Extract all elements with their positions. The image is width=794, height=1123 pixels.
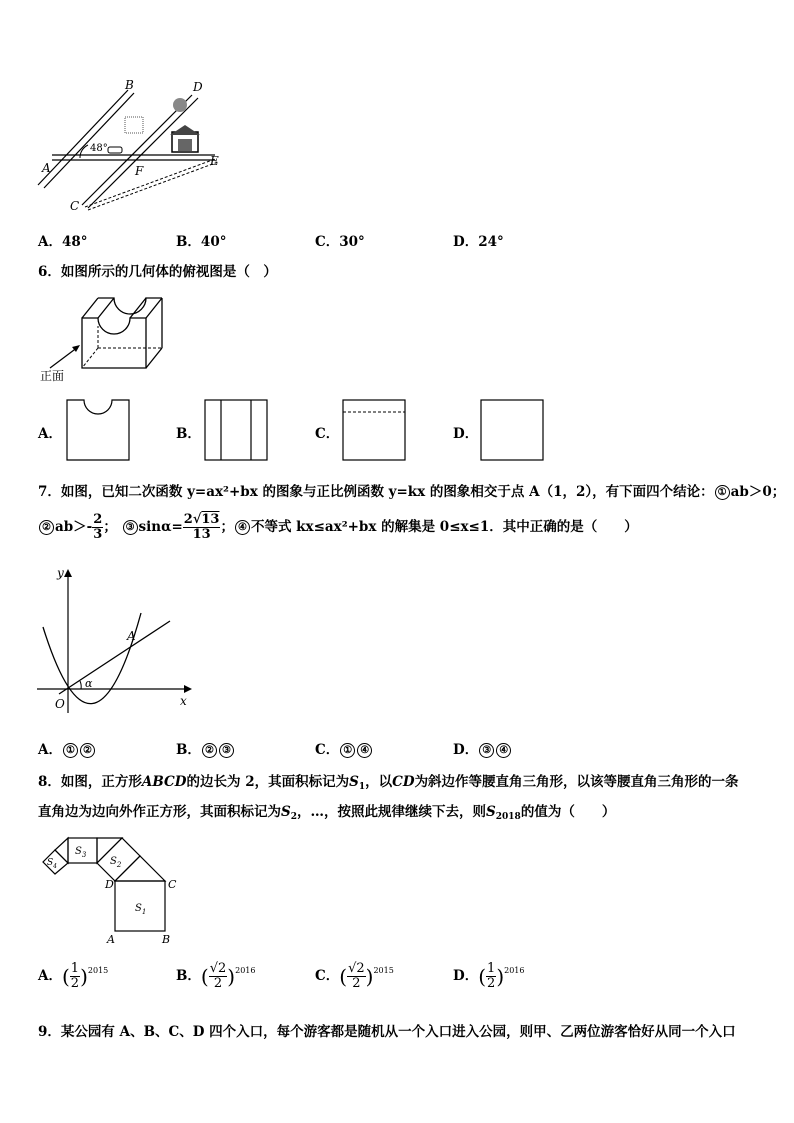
q5-angle-label: 48° <box>90 143 108 154</box>
q7-point-A-label: A <box>127 629 136 643</box>
q8-label-D: D <box>105 878 114 891</box>
q6-option-a-figure <box>65 398 131 462</box>
q8-option-b: B．( $\frac{√2}{2}$ )$^{2016}$ <box>176 961 256 991</box>
q8-option-c: C．( $\frac{√2}{2}$ )$^{2015}$ <box>315 961 394 991</box>
q5-option-c: C．30° <box>315 234 365 250</box>
q8-option-a: A．( $\frac{1}{2}$ )$^{2015}$ <box>38 961 109 991</box>
q7-option-b: B． ② ③ <box>176 738 235 758</box>
q5-label-C: C <box>70 199 80 213</box>
q8-S4-label: $S_4$ <box>47 858 57 870</box>
q8-line2: 直角边为边向外作正方形，其面积标记为$S_2$，…，按照此规律继续下去，则$S_{2018}$的值为（ ） <box>38 804 616 822</box>
q5-option-d: D．24° <box>453 234 504 250</box>
q7-line1: 7．如图，已知二次函数 y=ax²+bx 的图象与正比例函数 y=kx 的图象相交于点 A（1，2），有下面四个结论： ① ab＞0； <box>38 484 786 500</box>
q8-figure <box>35 828 195 948</box>
q7-option-a: A． ① ② <box>38 738 96 758</box>
q7-origin-label: O <box>55 697 65 711</box>
q9-stem: 9．某公园有 A、B、C、D 四个入口，每个游客都是随机从一个入口进入公园，则甲、乙两位游客恰好从同一个入口 <box>38 1024 736 1040</box>
q5-option-a: A．48° <box>38 234 88 250</box>
q8-S3-label: $S_3$ <box>75 846 87 859</box>
q6-front-label: 正面 <box>40 369 65 383</box>
q7-line2: ② ab＞- $\frac{2}{3}$ ； ③ sinα= $\frac{2√13}{13}$ ； ④ 不等式 kx≤ax²+bx 的解集是 0≤x≤1．其中正确的是（ ） <box>38 513 638 542</box>
q8-S2-label: $S_2$ <box>110 856 122 869</box>
tree-icon <box>173 98 187 112</box>
q5-label-F: F <box>135 164 144 178</box>
q8-label-B: B <box>162 933 171 946</box>
q7-y-label: y <box>57 566 64 580</box>
q8-line1: 8．如图，正方形ABCD的边长为 2，其面积标记为$S_1$，以CD为斜边作等腰直角三角形，以该等腰直角三角形的一条 <box>38 774 739 792</box>
q8-label-C: C <box>168 878 177 891</box>
q6-option-b-figure <box>203 398 269 462</box>
q7-alpha-label: α <box>85 677 93 690</box>
q8-option-d: D．( $\frac{1}{2}$ )$^{2016}$ <box>453 961 525 991</box>
q6-stem: 6．如图所示的几何体的俯视图是（ ） <box>38 264 277 280</box>
q7-x-label: x <box>180 694 187 708</box>
q6-option-d-letter: D． <box>453 426 479 442</box>
q6-option-b-letter: B． <box>176 426 201 442</box>
q8-label-A: A <box>107 933 115 946</box>
q6-option-a-letter: A． <box>38 426 62 442</box>
q6-option-d-figure <box>479 398 545 462</box>
q5-label-D: D <box>193 80 203 94</box>
q5-option-b: B．40° <box>176 234 227 250</box>
q6-option-c-figure <box>341 398 407 462</box>
q5-label-A: A <box>42 161 51 175</box>
q7-option-d: D． ③ ④ <box>453 738 512 758</box>
q5-label-B: B <box>125 78 134 92</box>
q5-figure <box>30 75 230 215</box>
q5-label-E: E <box>210 154 219 168</box>
car-icon <box>108 147 122 153</box>
q8-S1-label: $S_1$ <box>135 903 147 916</box>
q6-solid-figure <box>38 290 188 385</box>
building-icon <box>125 117 143 133</box>
q6-option-c-letter: C． <box>315 426 340 442</box>
q7-graph <box>35 565 200 715</box>
q7-option-c: C． ① ④ <box>315 738 373 758</box>
